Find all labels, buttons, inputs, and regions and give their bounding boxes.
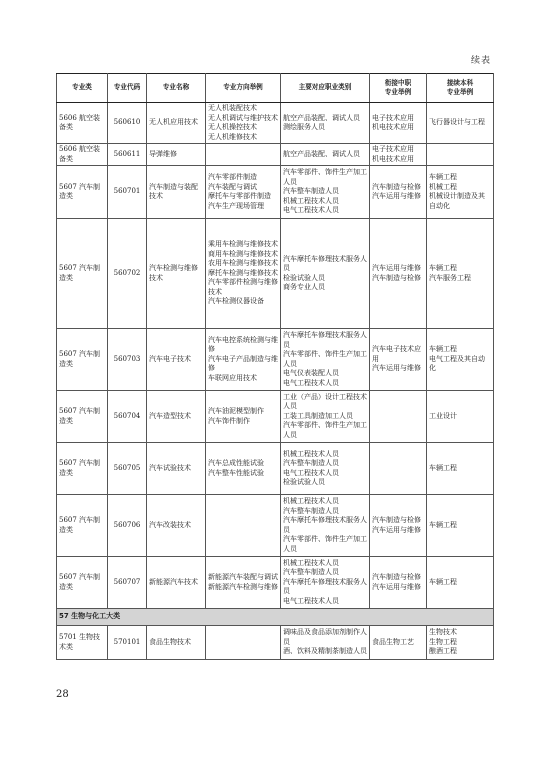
secondary-cell-line: 汽车制造与检修 (372, 516, 421, 524)
jobs-cell-line: 电气工程技术人员 (283, 468, 339, 477)
direction-cell-line: 新能源汽车装配与调试 (208, 573, 278, 581)
category-cell: 5607 汽车制造类 (57, 443, 108, 495)
category-cell: 5607 汽车制造类 (57, 219, 108, 329)
category-cell: 5701 生物技术类 (57, 626, 108, 660)
direction-cell-line: 汽车零部件检测与维修技术 (208, 278, 278, 296)
category-cell: 5607 汽车制造类 (57, 329, 108, 391)
name-cell: 食品生物技术 (147, 626, 206, 660)
code-cell: 560704 (108, 391, 147, 443)
name-cell: 无人机应用技术 (147, 103, 206, 144)
secondary-cell (370, 557, 427, 609)
jobs-cell-line: 航空产品装配、调试人员 (283, 113, 360, 122)
table-row (57, 219, 494, 329)
direction-cell-line: 农用车检测与维修技术 (208, 259, 278, 268)
secondary-cell-line: 机电技术应用 (372, 123, 414, 131)
table-header-row (57, 74, 494, 103)
undergrad-cell-line: 车辆工程 (429, 173, 457, 181)
undergrad-cell (427, 103, 494, 144)
jobs-cell (281, 219, 370, 329)
name-cell: 汽车制造与装配技术 (147, 166, 206, 219)
direction-cell (206, 219, 281, 329)
code-cell: 560701 (108, 166, 147, 219)
table-row (57, 626, 494, 660)
jobs-cell (281, 166, 370, 219)
jobs-cell-line: 汽车摩托车修理技术服务人员 (283, 254, 367, 272)
secondary-cell-line: 食品生物工艺 (372, 637, 414, 646)
jobs-cell-line: 机械工程技术人员 (283, 196, 339, 205)
undergrad-cell (427, 219, 494, 329)
undergrad-cell-line: 车辆工程 (429, 463, 457, 472)
undergrad-cell-line: 工业设计 (429, 411, 457, 420)
undergrad-cell (427, 144, 494, 166)
code-cell: 560703 (108, 329, 147, 391)
secondary-cell (370, 391, 427, 443)
undergrad-cell-line: 机械工程 (429, 182, 457, 191)
secondary-cell (370, 103, 427, 144)
jobs-cell-line: 机械工程技术人员 (283, 449, 339, 458)
undergrad-cell (427, 557, 494, 609)
code-cell: 560702 (108, 219, 147, 329)
jobs-cell-line: 电气工程技术人员 (283, 378, 339, 387)
code-cell: 560611 (108, 144, 147, 166)
secondary-cell-line: 汽车制造与检修 (372, 573, 421, 581)
jobs-cell-line: 汽车零部件、饰件生产加工人员 (283, 168, 367, 186)
direction-cell-line: 车联网应用技术 (208, 373, 257, 382)
section-label: 57 生物与化工大类 (57, 609, 494, 626)
header-category: 专业类 (57, 74, 108, 103)
jobs-cell-line: 汽车整车制造人员 (283, 459, 339, 467)
jobs-cell (281, 329, 370, 391)
undergrad-cell-line: 机械设计制造及其自动化 (429, 192, 485, 210)
undergrad-cell-line: 车辆工程 (429, 577, 457, 586)
secondary-cell-line: 机电技术应用 (372, 154, 414, 163)
undergrad-cell-line: 生物工程 (429, 637, 457, 646)
jobs-cell (281, 557, 370, 609)
secondary-cell-line: 汽车运用与维修 (372, 192, 421, 200)
secondary-cell-line: 电子技术应用 (372, 145, 414, 153)
undergrad-cell (427, 166, 494, 219)
direction-cell (206, 495, 281, 557)
direction-cell (206, 557, 281, 609)
direction-cell-line: 汽车饰件制作 (208, 416, 250, 425)
direction-cell-line: 汽车装配与调试 (208, 182, 257, 191)
direction-cell (206, 443, 281, 495)
direction-cell-line: 无人机调试与维护技术 (208, 113, 278, 122)
jobs-cell-line: 汽车摩托车修理技术服务人员 (283, 516, 367, 534)
undergrad-cell-line: 生物技术 (429, 628, 457, 637)
category-cell: 5606 航空装备类 (57, 144, 108, 166)
undergrad-cell-line: 酿酒工程 (429, 647, 457, 656)
table-row (57, 144, 494, 166)
undergrad-cell-line: 车辆工程 (429, 264, 457, 272)
secondary-cell-line: 汽车运用与维修 (372, 525, 421, 534)
jobs-cell (281, 144, 370, 166)
category-cell: 5607 汽车制造类 (57, 557, 108, 609)
jobs-cell-line: 检验试验人员 (283, 478, 325, 486)
secondary-cell (370, 495, 427, 557)
jobs-cell-line: 汽车整车制造人员 (283, 568, 339, 577)
secondary-cell-line: 汽车运用与维修 (372, 364, 421, 373)
secondary-cell-line: 汽车制造与检修 (372, 273, 421, 282)
header-secondary: 衔接中职 专业举例 (370, 74, 427, 103)
jobs-cell-line: 汽车零部件、饰件生产加工人员 (283, 421, 367, 439)
secondary-cell-line: 汽车运用与维修 (372, 264, 421, 272)
category-cell: 5607 汽车制造类 (57, 166, 108, 219)
direction-cell-line: 汽车电子产品制造与维修 (208, 354, 278, 373)
name-cell: 导弹维修 (147, 144, 206, 166)
jobs-cell-line: 电气仪表装配人员 (283, 369, 339, 377)
direction-cell-line: 汽车零部件制造 (208, 173, 257, 181)
jobs-cell-line: 调味品及食品添加剂制作人员 (283, 628, 367, 646)
undergrad-cell (427, 329, 494, 391)
header-code: 专业代码 (108, 74, 147, 103)
code-cell: 560706 (108, 495, 147, 557)
undergrad-cell (427, 391, 494, 443)
specialty-table (56, 73, 494, 660)
name-cell: 汽车造型技术 (147, 391, 206, 443)
name-cell: 汽车电子技术 (147, 329, 206, 391)
direction-cell (206, 103, 281, 144)
jobs-cell-line: 电气工程技术人员 (283, 596, 339, 605)
jobs-cell-line: 工装工具制造加工人员 (283, 411, 353, 420)
table-row (57, 103, 494, 144)
direction-cell (206, 391, 281, 443)
table-row (57, 443, 494, 495)
direction-cell (206, 144, 281, 166)
jobs-cell-line: 机械工程技术人员 (283, 558, 339, 567)
jobs-cell (281, 443, 370, 495)
jobs-cell-line: 汽车整车制造人员 (283, 187, 339, 196)
jobs-cell (281, 103, 370, 144)
name-cell: 汽车试验技术 (147, 443, 206, 495)
table-body (57, 103, 494, 660)
secondary-cell (370, 219, 427, 329)
undergrad-cell-line: 电气工程及其自动化 (429, 354, 485, 373)
direction-cell-line: 无人机装配技术 (208, 104, 257, 112)
jobs-cell-line: 汽车摩托车修理技术服务人员 (283, 577, 367, 596)
direction-cell (206, 329, 281, 391)
secondary-cell (370, 166, 427, 219)
header-undergrad: 接续本科 专业举例 (427, 74, 494, 103)
direction-cell-line: 汽车电控系统检测与维修 (208, 335, 278, 354)
jobs-cell-line: 商务专业人员 (283, 283, 325, 291)
jobs-cell (281, 626, 370, 660)
jobs-cell-line: 汽车整车制造人员 (283, 506, 339, 515)
page-number: 28 (56, 689, 69, 700)
category-cell: 5607 汽车制造类 (57, 495, 108, 557)
undergrad-cell-line: 车辆工程 (429, 520, 457, 529)
undergrad-cell (427, 495, 494, 557)
jobs-cell-line: 汽车零部件、饰件生产加工人员 (283, 350, 367, 368)
secondary-cell-line: 汽车制造与检修 (372, 182, 421, 191)
direction-cell-line: 商用车检测与维修技术 (208, 249, 278, 258)
direction-cell-line: 汽车油泥模型制作 (208, 407, 264, 415)
direction-cell (206, 166, 281, 219)
jobs-cell (281, 495, 370, 557)
name-cell: 汽车检测与维修技术 (147, 219, 206, 329)
undergrad-cell (427, 443, 494, 495)
direction-cell-line: 汽车检测仪器设备 (208, 297, 264, 306)
secondary-cell (370, 144, 427, 166)
secondary-cell-line: 汽车运用与维修 (372, 582, 421, 591)
direction-cell-line: 乘用车检测与维修技术 (208, 240, 278, 249)
table-row (57, 166, 494, 219)
table-row (57, 329, 494, 391)
jobs-cell-line: 测绘服务人员 (283, 123, 325, 131)
table-row (57, 495, 494, 557)
secondary-cell-line: 电子技术应用 (372, 113, 414, 122)
jobs-cell-line: 检验试验人员 (283, 273, 325, 282)
direction-cell-line: 无人机维修技术 (208, 132, 257, 141)
name-cell: 汽车改装技术 (147, 495, 206, 557)
direction-cell-line: 新能源汽车检测与维修 (208, 582, 278, 591)
direction-cell-line: 汽车整车性能试验 (208, 468, 264, 477)
section-row (57, 609, 494, 626)
direction-cell-line: 摩托车检测与维修技术 (208, 268, 278, 277)
undergrad-cell-line: 车辆工程 (429, 345, 457, 354)
secondary-cell-line: 汽车电子技术应用 (372, 345, 421, 363)
table-row (57, 557, 494, 609)
code-cell: 560610 (108, 103, 147, 144)
direction-cell-line: 无人机操控技术 (208, 123, 257, 131)
secondary-cell (370, 443, 427, 495)
jobs-cell-line: 汽车摩托车修理技术服务人员 (283, 331, 367, 349)
jobs-cell-line: 汽车零部件、饰件生产加工人员 (283, 535, 367, 553)
jobs-cell-line: 工业（产品）设计工程技术人员 (283, 392, 367, 411)
jobs-cell-line: 机械工程技术人员 (283, 497, 339, 505)
jobs-cell-line: 酒、饮料及精制茶制造人员 (283, 647, 367, 656)
continued-label: 续表 (470, 56, 491, 66)
jobs-cell-line: 电气工程技术人员 (283, 206, 339, 215)
header-direction: 专业方向举例 (206, 74, 281, 103)
category-cell: 5606 航空装备类 (57, 103, 108, 144)
direction-cell-line: 汽车总成性能试验 (208, 459, 264, 467)
undergrad-cell (427, 626, 494, 660)
secondary-cell (370, 626, 427, 660)
code-cell: 560705 (108, 443, 147, 495)
jobs-cell (281, 391, 370, 443)
undergrad-cell-line: 汽车服务工程 (429, 273, 471, 282)
direction-cell (206, 626, 281, 660)
header-jobs: 主要对应职业类别 (281, 74, 370, 103)
header-name: 专业名称 (147, 74, 206, 103)
code-cell: 560707 (108, 557, 147, 609)
table-row (57, 391, 494, 443)
direction-cell-line: 摩托车与零部件制造 (208, 192, 271, 200)
code-cell: 570101 (108, 626, 147, 660)
direction-cell-line: 汽车生产现场管理 (208, 201, 264, 210)
name-cell: 新能源汽车技术 (147, 557, 206, 609)
jobs-cell-line: 航空产品装配、调试人员 (283, 149, 360, 158)
category-cell: 5607 汽车制造类 (57, 391, 108, 443)
undergrad-cell-line: 飞行器设计与工程 (429, 118, 485, 127)
secondary-cell (370, 329, 427, 391)
